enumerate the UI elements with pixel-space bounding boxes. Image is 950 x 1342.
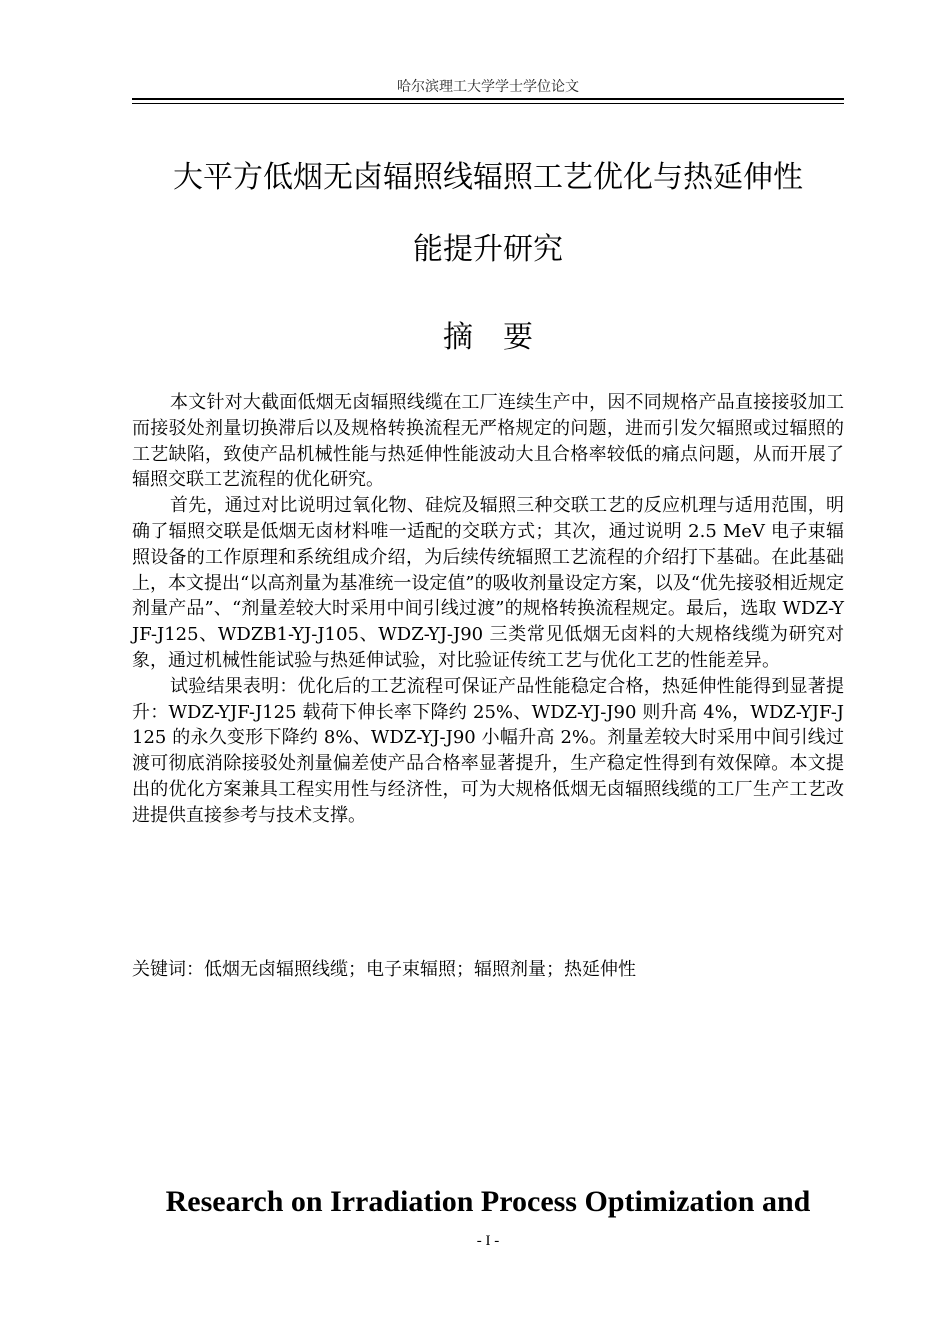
abstract-body <box>132 390 844 829</box>
abstract-paragraph-2: 首先，通过对比说明过氧化物、硅烷及辐照三种交联工艺的反应机理与适用范围，明确了辐照交联是低烟无卤材料唯一适配的交联方式；其次，通过说明 2.5 MeV 电子束辐照设备的工作原理和系统组成介绍，为后续传统辐照工艺流程的介绍打下基础。在此基础上，本文提出“以高剂量为基准统一设定值”的吸收剂量设定方案，以及“优先接驳相近规定剂量产品”、“剂量差较大时采用中间引线过渡”的规格转换流程规定。最后，选取 WDZ-YJF-J125、WDZB1-YJ-J105、WDZ-YJ-J90 三类常见低烟无卤料的大规格线缆为研究对象，通过机械性能试验与热延伸试验，对比验证传统工艺与优化工艺的性能差异。 <box>132 495 844 671</box>
running-header: 哈尔滨理工大学学士学位论文 <box>397 79 579 95</box>
thesis-title-line-2: 能提升研究 <box>413 232 563 267</box>
abstract-heading: 摘要 <box>443 320 563 355</box>
keywords-label: 关键词： <box>132 959 204 980</box>
thesis-title-line-1: 大平方低烟无卤辐照线辐照工艺优化与热延伸性 <box>173 160 803 195</box>
english-title: Research on Irradiation Process Optimization and <box>165 1185 811 1218</box>
abstract-paragraph-1: 本文针对大截面低烟无卤辐照线缆在工厂连续生产中，因不同规格产品直接接驳加工而接驳处剂量切换滞后以及规格转换流程无严格规定的问题，进而引发欠辐照或过辐照的工艺缺陷，致使产品机械性能与热延伸性能波动大且合格率较低的痛点问题，从而开展了辐照交联工艺流程的优化研究。 <box>132 392 844 491</box>
keywords <box>132 957 844 983</box>
keywords-text: 低烟无卤辐照线缆；电子束辐照；辐照剂量；热延伸性 <box>204 959 636 980</box>
header-rule <box>132 98 844 104</box>
page-number: - I - <box>476 1233 500 1249</box>
abstract-paragraph-3: 试验结果表明：优化后的工艺流程可保证产品性能稳定合格，热延伸性能得到显著提升：WDZ-YJF-J125 载荷下伸长率下降约 25%、WDZ-YJ-J90 则升高 4%，WDZ-YJF-J125 的永久变形下降约 8%、WDZ-YJ-J90 小幅升高 2%。剂量差较大时采用中间引线过渡可彻底消除接驳处剂量偏差使产品合格率显著提升，生产稳定性得到有效保障。本文提出的优化方案兼具工程实用性与经济性，可为大规格低烟无卤辐照线缆的工厂生产工艺改进提供直接参考与技术支撑。 <box>132 675 844 826</box>
